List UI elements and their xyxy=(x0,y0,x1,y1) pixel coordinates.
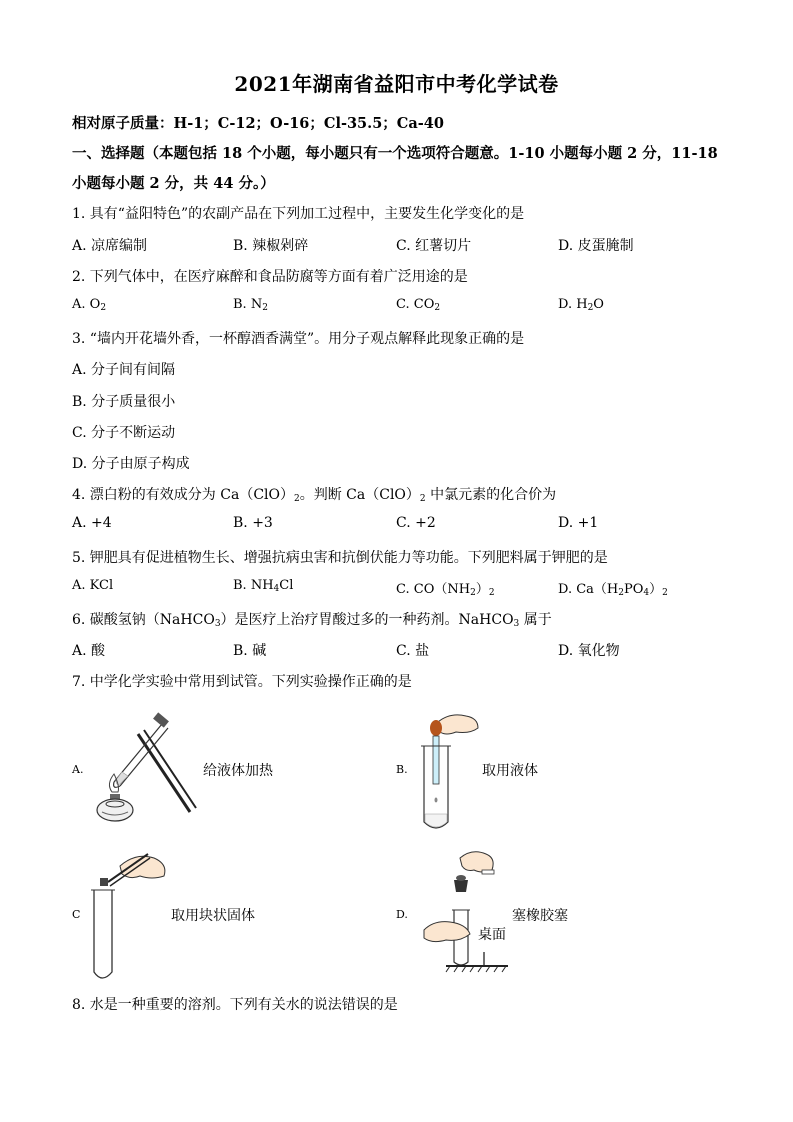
q7-option-a-caption: 给液体加热 xyxy=(203,763,273,779)
question-4-stem: 4. 漂白粉的有效成分为 $Ca(ClO)_2$。判断 $Ca(ClO)_2$ 中氯元素的化合价为 xyxy=(72,487,557,504)
q4-option-a[interactable]: A. +4 xyxy=(72,515,112,531)
atomic-mass-line: 相对原子质量：H-1；C-12；O-16；Cl-35.5；Ca-40 xyxy=(72,115,444,132)
q5-option-b[interactable]: B. $NH_4Cl$ xyxy=(233,578,294,594)
question-8-stem: 8. 水是一种重要的溶剂。下列有关水的说法错误的是 xyxy=(72,997,398,1013)
q7-option-d-caption: 塞橡胶塞 xyxy=(512,908,568,924)
question-7-stem: 7. 中学化学实验中常用到试管。下列实验操作正确的是 xyxy=(72,674,412,690)
q7-option-c-letter[interactable]: C xyxy=(72,908,81,921)
q7-option-d-table-label: 桌面 xyxy=(478,927,506,943)
q7-option-d-letter[interactable]: D. xyxy=(396,908,408,921)
section-heading-line1: 一、选择题（本题包括 18 个小题，每小题只有一个选项符合题意。1-10 小题每小题 2 分，11-18 xyxy=(72,145,718,162)
q5-option-a[interactable]: A. KCl xyxy=(72,578,114,593)
q2-option-b[interactable]: B. $N_2$ xyxy=(233,297,268,313)
heating-liquid-illustration xyxy=(90,712,200,827)
q1-option-c[interactable]: C. 红薯切片 xyxy=(396,238,472,254)
question-1-stem: 1. 具有“益阳特色”的农副产品在下列加工过程中，主要发生化学变化的是 xyxy=(72,206,525,222)
section-heading-line2: 小题每小题 2 分，共 44 分。） xyxy=(72,175,275,192)
q5-option-d[interactable]: D. $Ca(H_2PO_4)_2$ xyxy=(558,582,668,598)
page-title: 2021年湖南省益阳市中考化学试卷 xyxy=(234,72,559,96)
q3-option-a[interactable]: A. 分子间有间隔 xyxy=(72,362,176,378)
q7-option-b-caption: 取用液体 xyxy=(482,763,538,779)
q3-option-c[interactable]: C. 分子不断运动 xyxy=(72,425,176,441)
q6-option-c[interactable]: C. 盐 xyxy=(396,643,430,659)
q7-option-a-letter[interactable]: A. xyxy=(72,763,84,776)
q2-option-c[interactable]: C. $CO_2$ xyxy=(396,297,441,313)
q1-option-d[interactable]: D. 皮蛋腌制 xyxy=(558,238,634,254)
q6-option-d[interactable]: D. 氧化物 xyxy=(558,643,620,659)
q5-option-c[interactable]: C. $CO(NH_2)_2$ xyxy=(396,582,495,598)
q2-option-a[interactable]: A. $O_2$ xyxy=(72,297,107,313)
q4-option-c[interactable]: C. +2 xyxy=(396,515,436,531)
q4-option-b[interactable]: B. +3 xyxy=(233,515,273,531)
q7-option-c-caption: 取用块状固体 xyxy=(171,908,255,924)
q3-option-d[interactable]: D. 分子由原子构成 xyxy=(72,456,190,472)
q6-option-b[interactable]: B. 碱 xyxy=(233,643,267,659)
question-2-stem: 2. 下列气体中，在医疗麻醉和食品防腐等方面有着广泛用途的是 xyxy=(72,269,468,285)
q6-option-a[interactable]: A. 酸 xyxy=(72,643,106,659)
q7-option-b-letter[interactable]: B. xyxy=(396,763,408,776)
q2-option-d[interactable]: D. $H_2O$ xyxy=(558,297,604,313)
rubber-stopper-illustration xyxy=(420,848,520,973)
question-3-stem: 3. “墙内开花墙外香，一杯醇酒香满堂”。用分子观点解释此现象正确的是 xyxy=(72,331,525,347)
q1-option-b[interactable]: B. 辣椒剁碎 xyxy=(233,238,309,254)
question-5-stem: 5. 钾肥具有促进植物生长、增强抗病虫害和抗倒伏能力等功能。下列肥料属于钾肥的是 xyxy=(72,550,608,566)
question-6-stem: 6. 碳酸氢钠（NaHCO$_3$）是医疗上治疗胃酸过多的一种药剂。NaHCO$_3$ 属于 xyxy=(72,612,552,629)
q3-option-b[interactable]: B. 分子质量很小 xyxy=(72,394,176,410)
solid-block-illustration xyxy=(90,846,170,986)
q1-option-a[interactable]: A. 凉席编制 xyxy=(72,238,148,254)
dropper-illustration xyxy=(418,710,480,835)
q4-option-d[interactable]: D. +1 xyxy=(558,515,599,531)
